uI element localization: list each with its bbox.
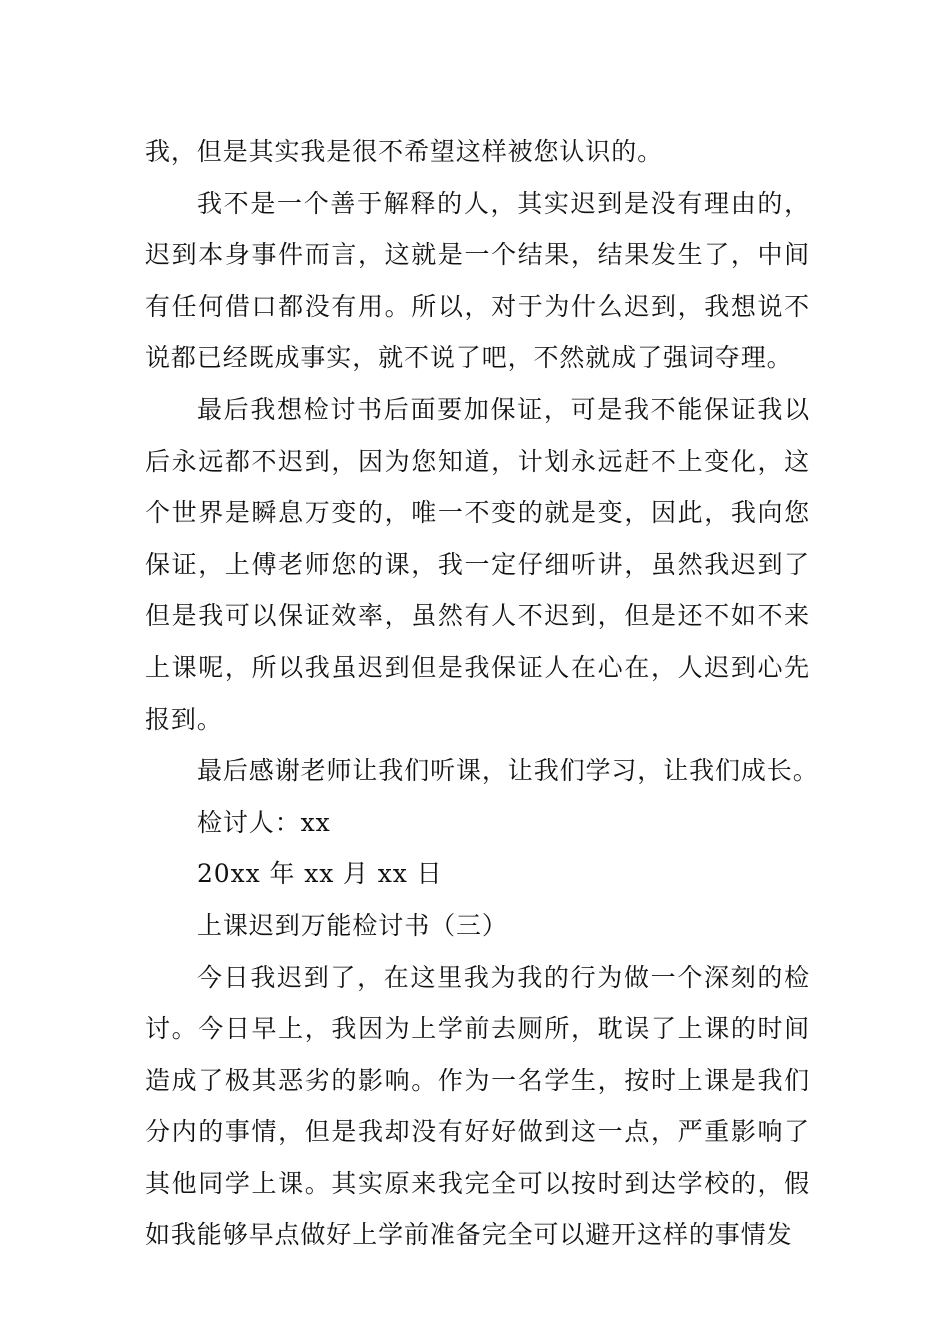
document-page xyxy=(145,126,819,1261)
date-line: 20xx 年 xx 月 xx 日 xyxy=(197,859,443,889)
paragraph-thanks: 最后感谢老师让我们听课，让我们学习，让我们成长。 xyxy=(197,756,819,786)
paragraph-explanation: 我不是一个善于解释的人，其实迟到是没有理由的，迟到本身事件而言，这就是一个结果，结果发生了，中间有任何借口都没有用。所以，对于为什么迟到，我想说不说都已经既成事实，就不说了吧，不然就成了强词夺理。 xyxy=(145,188,810,373)
paragraph-guarantee: 最后我想检讨书后面要加保证，可是我不能保证我以后永远都不迟到，因为您知道，计划永远赶不上变化，这个世界是瞬息万变的，唯一不变的就是变，因此，我向您保证，上傅老师您的课，我一定仔细听讲，虽然我迟到了但是我可以保证效率，虽然有人不迟到，但是还不如不来上课呢，所以我虽迟到但是我保证人在心在，人迟到心先报到。 xyxy=(145,394,810,734)
section-heading: 上课迟到万能检讨书（三） xyxy=(197,910,508,940)
paragraph-continuation: 我，但是其实我是很不希望这样被您认识的。 xyxy=(145,137,664,166)
paragraph-apology: 今日我迟到了，在这里我为我的行为做一个深刻的检讨。今日早上，我因为上学前去厕所，耽误了上课的时间造成了极其恶劣的影响。作为一名学生，按时上课是我们分内的事情，但是我却没有好好做到这一点，严重影响了其他同学上课。其实原来我完全可以按时到达学校的，假如我能够早点做好上学前准备完全可以避开这样的事情发 xyxy=(145,962,810,1250)
signature-line: 检讨人：xx xyxy=(197,807,331,837)
